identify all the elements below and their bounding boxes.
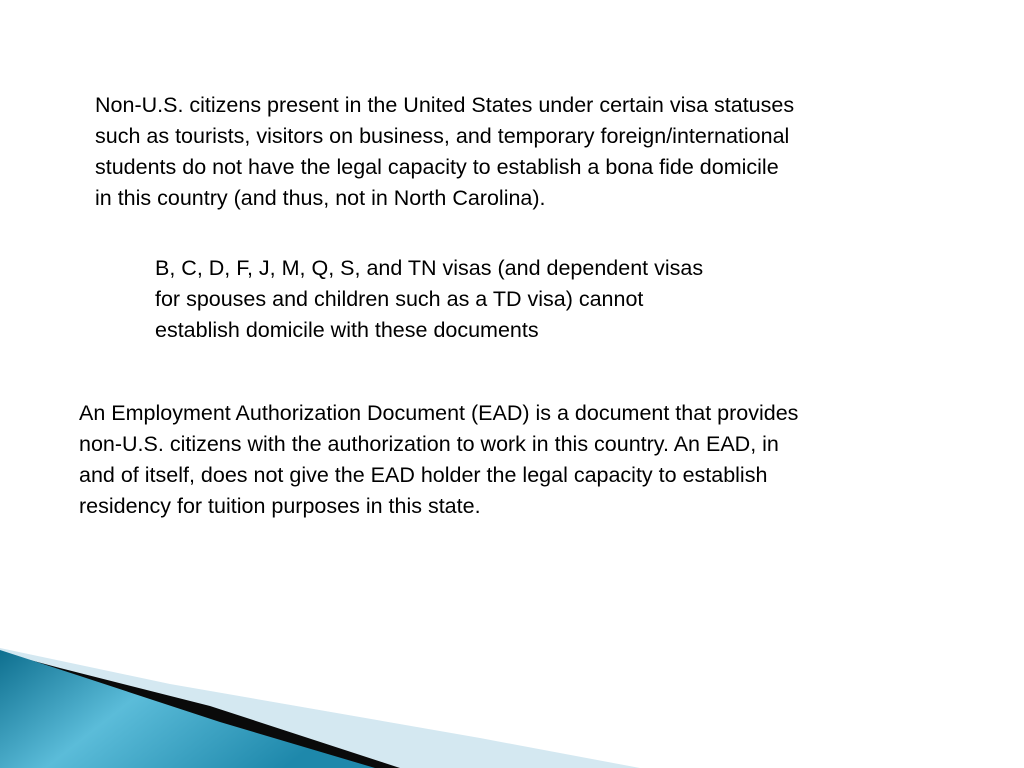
paragraph-visa-types: B, C, D, F, J, M, Q, S, and TN visas (and dependent visas for spouses and children such as a TD visa) cannot establish domicile with these documents (155, 256, 704, 342)
teal-swoosh (0, 650, 375, 768)
pale-blue-swoosh (0, 648, 640, 768)
paragraph-nonresident-visa-statuses: Non-U.S. citizens present in the United States under certain visa statuses such as tourists, visitors on business, and temporary foreign/international students do not have the legal capacity to establish a bona fide domicile in this country (and thus, not in North Carolina). (95, 93, 795, 210)
paragraph-ead: An Employment Authorization Document (EAD) is a document that provides non-U.S. citizens with the authorization to work in this country. An EAD, in and of itself, does not give the EAD holder the legal capacity to establish residency for tuition purposes in this state. (79, 401, 799, 518)
black-swoosh (0, 652, 400, 768)
